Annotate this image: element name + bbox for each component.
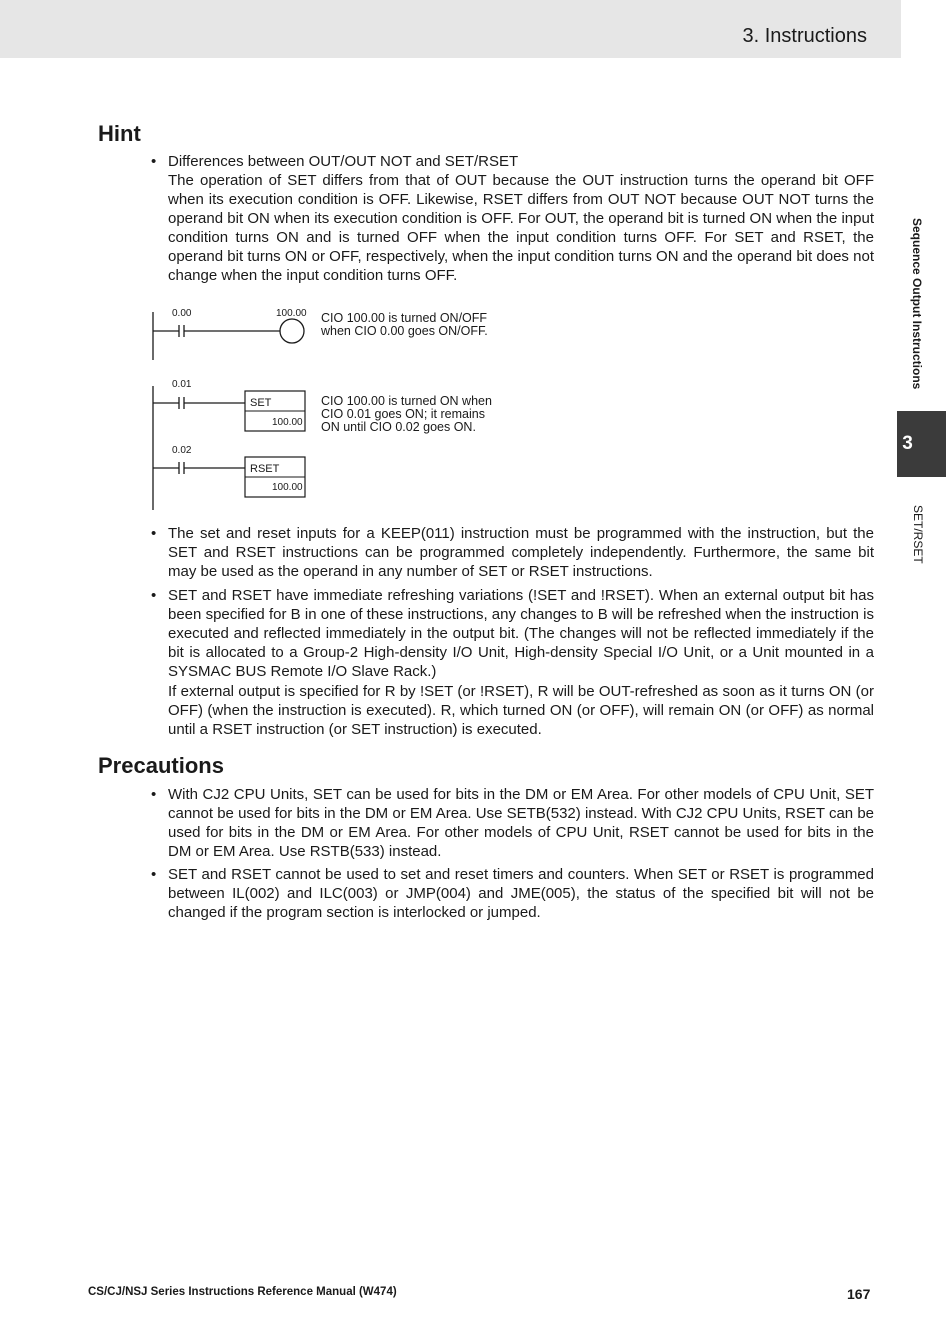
- bullet-marker: •: [151, 525, 157, 542]
- rung2-note-line2: CIO 0.01 goes ON; it remains: [321, 407, 485, 421]
- chapter-tab-number: 3: [902, 433, 913, 454]
- hint-heading: Hint: [98, 121, 141, 146]
- side-topic-label: SET/RSET: [911, 505, 925, 564]
- set-operand-label: 100.00: [272, 417, 303, 428]
- rset-operand-label: 100.00: [272, 482, 303, 493]
- chapter-tab: [897, 411, 946, 477]
- bullet-marker: •: [151, 153, 157, 170]
- precautions-bullet1: With CJ2 CPU Units, SET can be used for bits in the DM or EM Area. For other models of CPU Unit, SET cannot be used for bits in the DM or EM Area. Use SETB(532) instead. With CJ2 CPU Units, RSET can be used for bits in the DM or EM Area. For other models of CPU Unit, RSET cannot be used for bits in the DM or EM Area. Use RSTB(533) instead.: [168, 786, 874, 860]
- set-instruction-label: SET: [250, 397, 272, 409]
- rung1-note-line1: CIO 100.00 is turned ON/OFF: [321, 311, 488, 325]
- page-number: 167: [847, 1286, 871, 1302]
- rung3-contact-label: 0.02: [172, 445, 192, 456]
- rung1-note-line2: when CIO 0.00 goes ON/OFF.: [321, 324, 488, 338]
- hint-bullet2: The set and reset inputs for a KEEP(011) instruction must be programmed with the instruction, but the SET and RSET instructions can be programmed completely independently. Furthermore, the same bit may be used as the operand in any number of SET or RSET instructions.: [168, 525, 874, 580]
- rung2-contact-label: 0.01: [172, 379, 192, 390]
- rung2-note-line3: ON until CIO 0.02 goes ON.: [321, 420, 476, 434]
- hint-bullet1-title: Differences between OUT/OUT NOT and SET/RSET: [168, 153, 519, 170]
- hint-bullet3-p1: SET and RSET have immediate refreshing variations (!SET and !RSET). When an external output bit has been specified for B in one of these instructions, any changes to B will be refreshed when the instruction is executed and reflected immediately in the output bit. (The changes will not be reflected immediately if the bit is allocated to a Group-2 High-density I/O Unit, High-density Special I/O Unit, or a Unit mounted in a SYSMAC BUS Remote I/O Slave Rack.): [168, 587, 874, 680]
- bullet-marker: •: [151, 587, 157, 604]
- precautions-bullet2: SET and RSET cannot be used to set and reset timers and counters. When SET or RSET is programmed between IL(002) and ILC(003) or JMP(004) and JME(005), the status of the specified bit will not be changed if the program section is interlocked or jumped.: [168, 866, 874, 921]
- rung1-contact-label: 0.00: [172, 308, 192, 319]
- output-coil: [280, 319, 304, 343]
- page-header-title: 3. Instructions: [742, 25, 867, 47]
- side-section-label: Sequence Output Instructions: [910, 218, 924, 390]
- hint-bullet1-body: The operation of SET differs from that of OUT because the OUT instruction turns the operand bit OFF when its execution condition is OFF. Likewise, RSET differs from OUT NOT because OUT NOT turns the operand bit ON when its execution condition is OFF. For OUT, the operand bit is turned ON when the input condition turns ON and is turned OFF when the input condition turns OFF. For SET and RSET, the operand bit turns ON or OFF, respectively, when the input condition turns ON and the operand bit does not change when the input condition turns OFF.: [168, 172, 874, 284]
- precautions-heading: Precautions: [98, 753, 224, 778]
- footer-manual-title: CS/CJ/NSJ Series Instructions Reference Manual (W474): [88, 1286, 397, 1298]
- rung2-note-line1: CIO 100.00 is turned ON when: [321, 394, 492, 408]
- hint-bullet3-p2: If external output is specified for R by !SET (or !RSET), R will be OUT-refreshed as soon as it turns ON (or OFF) (when the instruction is executed). R, which turned ON (or OFF), will remain ON (or OFF) as normal until a RSET instruction (or SET instruction) is executed.: [168, 683, 874, 738]
- ladder-diagram: [140, 300, 540, 515]
- rung1-coil-label: 100.00: [276, 308, 307, 319]
- bullet-marker: •: [151, 866, 157, 883]
- rset-instruction-label: RSET: [250, 463, 280, 475]
- bullet-marker: •: [151, 786, 157, 803]
